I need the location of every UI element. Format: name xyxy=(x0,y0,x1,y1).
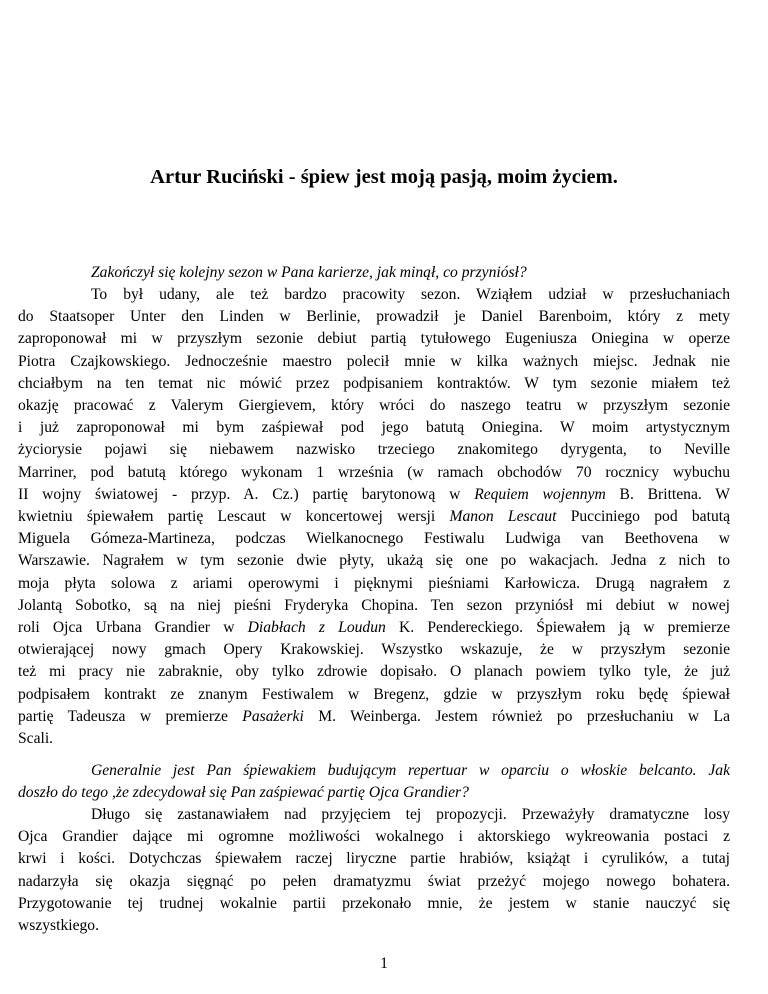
text-run: Pucciniego pod batutą xyxy=(556,508,730,526)
answer-1-line: To był udany, ale też bardzo pracowity sezon. Wziąłem udział w przesłuchaniach xyxy=(91,286,730,303)
question-2 xyxy=(18,760,730,804)
answer-1-line: Marriner, pod batutą którego wykonam 1 września (w ramach obchodów 70 rocznicy wybuchu xyxy=(18,463,730,481)
answer-1-line: Piotra Czajkowskiego. Jednocześnie maestro polecił mnie w kilka ważnych miejsc. Jednak nie xyxy=(18,352,730,370)
answer-1-line xyxy=(18,706,730,728)
work-title-diably: Diabłach z Loudun xyxy=(247,619,386,637)
answer-1-line: chciałbym na ten temat nic mówić przez podpisaniem kontraktów. W tym sezonie miałem też xyxy=(18,374,730,392)
answer-2-line: Długo się zastanawiałem nad przyjęciem tej propozycji. Przeważyły dramatyczne losy xyxy=(91,806,730,823)
question-1 xyxy=(18,262,730,284)
answer-1-line: otwierającej nowy gmach Opery Krakowskiej. Wszystko wskazuje, że w przyszłym sezonie xyxy=(18,641,730,659)
answer-1-line xyxy=(18,617,730,639)
article-title: Artur Ruciński - śpiew jest moją pasją, moim życiem. xyxy=(150,166,618,188)
answer-1-line: Scali. xyxy=(18,730,54,748)
text-run: II wojny światowej - przyp. A. Cz.) partię barytonową w xyxy=(18,485,475,503)
work-title-manon: Manon Lescaut xyxy=(449,508,557,526)
answer-1-line: do Staatsoper Unter den Linden w Berlinie, prowadził je Daniel Barenboim, który z mety xyxy=(18,308,730,326)
answer-1-line: Miguela Gómeza-Martineza, podczas Wielkanocnego Festiwalu Ludwiga van Beethovena w xyxy=(18,530,730,548)
answer-1-line: też mi pracy nie zabraknie, oby tylko zdrowie dopisało. O planach powiem tylko tyle, że już xyxy=(18,663,730,681)
answer-2-line: Ojca Grandier dające mi ogromne możliwości wokalnego i aktorskiego wykreowania postaci z xyxy=(18,828,730,846)
answer-1 xyxy=(18,284,730,750)
text-run: partię Tadeusza w premierze xyxy=(18,707,243,725)
question-2-line: Generalnie jest Pan śpiewakiem budującym repertuar w oparciu o włoskie belcanto. Jak xyxy=(91,762,730,779)
work-title-requiem: Requiem wojennym xyxy=(474,485,606,503)
answer-2-line: Przygotowanie tej trudnej wokalnie partii przekonało mnie, że jestem w stanie nauczyć się xyxy=(18,894,730,912)
text-run: B. Brittena. W xyxy=(605,485,731,503)
text-run: kwietniu śpiewałem partię Lescaut w koncertowej wersji xyxy=(18,508,450,526)
question-2-line: doszło do tego ,że zdecydował się Pan zaśpiewać partię Ojca Grandier? xyxy=(18,784,469,802)
answer-1-line: moja płyta solowa z ariami operowymi i pięknymi pieśniami Karłowicza. Drugą nagrałem z xyxy=(18,574,730,592)
answer-1-line: podpisałem kontrakt ze znanym Festiwalem w Bregenz, gdzie w przyszłym roku będę śpiewał xyxy=(18,685,730,703)
work-title-pasazerka: Pasażerki xyxy=(242,707,304,725)
answer-1-line: Jolantą Sobotko, są na niej pieśni Fryderyka Chopina. Ten sezon przyniósł mi debiut w nowej xyxy=(18,596,730,614)
text-run: K. Pendereckiego. Śpiewałem ją w premierze xyxy=(385,619,731,637)
answer-2-line: wszystkiego. xyxy=(18,917,99,935)
answer-1-line xyxy=(18,506,730,528)
answer-2 xyxy=(18,804,730,937)
question-1-text: Zakończył się kolejny sezon w Pana karierze, jak minął, co przyniósł? xyxy=(91,264,527,281)
page-number: 1 xyxy=(380,955,388,972)
answer-1-line: zaproponował mi w przyszłym sezonie debiut partią tytułowego Eugeniusza Oniegina w operze xyxy=(18,330,730,348)
answer-1-line: okazję pracować z Valerym Giergievem, który wróci do naszego teatru w przyszłym sezonie xyxy=(18,397,730,415)
answer-1-line: Warszawie. Nagrałem w tym sezonie dwie płyty, ukażą się one po wakacjach. Jedna z nich to xyxy=(18,552,730,570)
answer-2-line: nadarzyła się okazja sięgnąć po pełen dramatyzmu świat przeżyć mojego nowego bohatera. xyxy=(18,872,730,890)
text-run: M. Weinberga. Jestem również po przesłuchaniu w La xyxy=(303,707,731,725)
text-run: roli Ojca Urbana Grandier w xyxy=(18,619,248,637)
answer-2-line: krwi i kości. Dotychczas śpiewałem raczej liryczne partie hrabiów, książąt i cyrulików, a tutaj xyxy=(18,850,730,868)
answer-1-line xyxy=(18,484,730,506)
answer-1-line: życiorysie pojawi się niebawem nazwisko trzeciego znakomitego dyrygenta, to Neville xyxy=(18,441,730,459)
answer-1-line: i już zaproponował mi bym zaśpiewał pod jego batutą Oniegina. W moim artystycznym xyxy=(18,419,730,437)
